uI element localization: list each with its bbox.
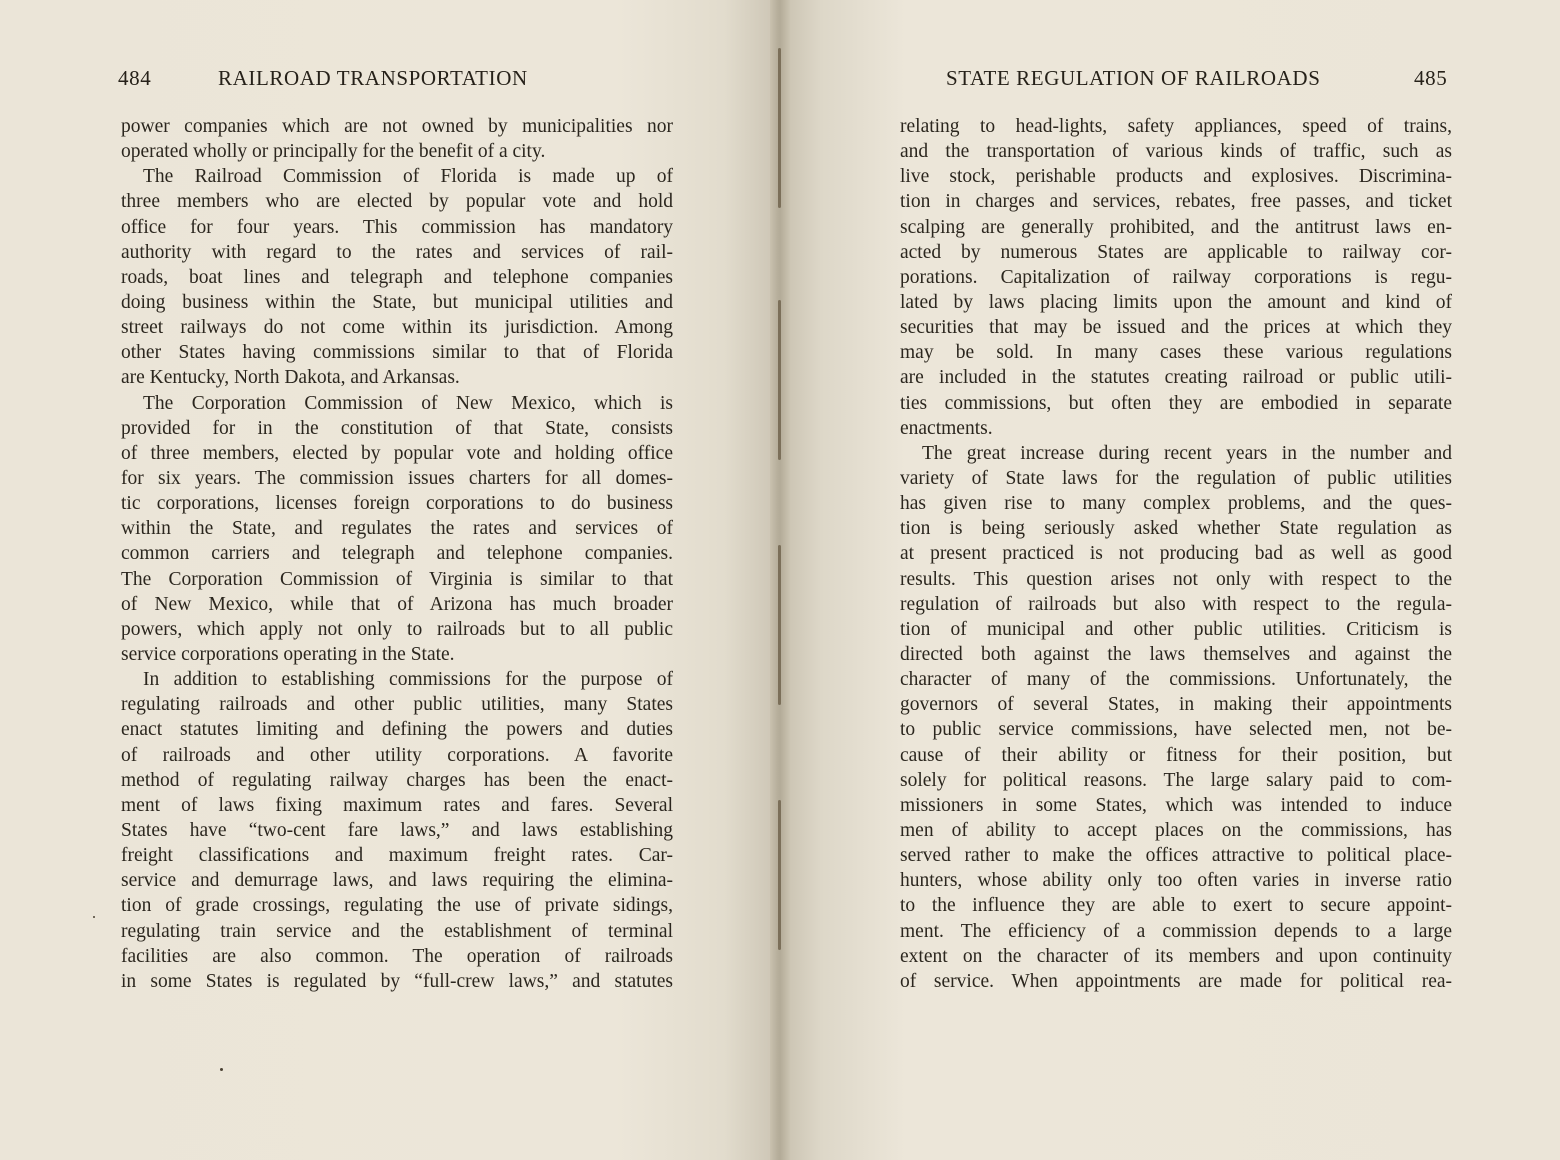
text-line: regulating railroads and other public utilities, many States [121,694,673,716]
paper-speck [93,916,95,918]
page-number: 484 [118,66,152,90]
text-line: common carriers and telegraph and telephone companies. [121,543,673,565]
binding-thread [778,545,781,705]
text-line: street railways do not come within its jurisdiction. Among [121,317,673,339]
text-line: ties commissions, but often they are embodied in separate [900,392,1452,414]
text-line: enact statutes limiting and defining the powers and duties [121,719,673,741]
text-line: other States having commissions similar to that of Florida [121,342,673,364]
text-line: within the State, and regulates the rates and services of [121,518,673,540]
text-line: of service. When appointments are made for political rea- [900,970,1452,992]
text-line: are included in the statutes creating railroad or public utili- [900,367,1452,389]
text-line: regulation of railroads but also with respect to the regula- [900,593,1452,615]
text-line: service and demurrage laws, and laws requiring the elimina- [121,870,673,892]
text-line: at present practiced is not producing bad as well as good [900,543,1452,565]
running-head-title: STATE REGULATION OF RAILROADS [946,66,1321,90]
text-line: in some States is regulated by “full-crew laws,” and statutes [121,970,673,992]
text-line: character of many of the commissions. Unfortunately, the [900,669,1452,691]
text-line: ment of laws fixing maximum rates and fares. Several [121,794,673,816]
text-line: of three members, elected by popular vote and holding office [121,442,673,464]
text-line: securities that may be issued and the prices at which they [900,317,1452,339]
text-line: doing business within the State, but municipal utilities and [121,291,673,313]
binding-thread [778,800,781,950]
text-line: The Corporation Commission of Virginia is similar to that [121,568,673,590]
text-line: tion of municipal and other public utilities. Criticism is [900,618,1452,640]
text-line: tion in charges and services, rebates, free passes, and ticket [900,191,1452,213]
text-line: States have “two-cent fare laws,” and laws establishing [121,819,673,841]
text-line: to public service commissions, have selected men, not be- [900,719,1452,741]
text-line: of railroads and other utility corporations. A favorite [121,744,673,766]
text-line: and the transportation of various kinds of traffic, such as [900,141,1452,163]
text-line: are Kentucky, North Dakota, and Arkansas. [121,367,460,389]
binding-thread [778,300,781,460]
running-head-title: RAILROAD TRANSPORTATION [218,66,528,90]
text-line: office for four years. This commission has mandatory [121,216,673,238]
text-line: tion is being seriously asked whether State regulation as [900,518,1452,540]
binding-thread [778,48,781,208]
text-line: porations. Capitalization of railway corporations is regu- [900,266,1452,288]
text-line: roads, boat lines and telegraph and telephone companies [121,266,673,288]
text-line: power companies which are not owned by municipalities nor [121,116,673,137]
page-number: 485 [1414,66,1448,90]
text-line: lated by laws placing limits upon the amount and kind of [900,291,1452,313]
left-page-body-text [121,114,673,994]
text-line: operated wholly or principally for the benefit of a city. [121,141,546,163]
text-line: results. This question arises not only with respect to the [900,568,1452,590]
text-line: hunters, whose ability only too often varies in inverse ratio [900,870,1452,892]
text-line: authority with regard to the rates and services of rail- [121,241,673,263]
text-line: The Railroad Commission of Florida is made up of [143,166,673,188]
text-line: scalping are generally prohibited, and the antitrust laws en- [900,216,1452,238]
text-line: variety of State laws for the regulation of public utilities [900,467,1452,489]
text-line: powers, which apply not only to railroads but to all public [121,618,673,640]
text-line: extent on the character of its members and upon continuity [900,945,1452,967]
text-line: freight classifications and maximum freight rates. Car- [121,845,673,867]
text-line: enactments. [900,417,993,439]
text-line: three members who are elected by popular vote and hold [121,191,673,213]
text-line: ment. The efficiency of a commission depends to a large [900,920,1452,942]
text-line: tion of grade crossings, regulating the use of private sidings, [121,895,673,917]
text-line: facilities are also common. The operation of railroads [121,945,673,967]
text-line: regulating train service and the establishment of terminal [121,920,673,942]
text-line: live stock, perishable products and explosives. Discrimina- [900,166,1452,188]
right-page-body-text [900,114,1452,994]
text-line: cause of their ability or fitness for their position, but [900,744,1452,766]
right-page [790,0,1560,1160]
text-line: to the influence they are able to exert to secure appoint- [900,895,1452,917]
text-line: method of regulating railway charges has been the enact- [121,769,673,791]
text-line: has given rise to many complex problems, and the ques- [900,493,1452,515]
text-line: In addition to establishing commissions for the purpose of [143,669,673,691]
text-line: governors of several States, in making their appointments [900,694,1452,716]
text-line: of New Mexico, while that of Arizona has much broader [121,593,673,615]
text-line: relating to head-lights, safety appliances, speed of trains, [900,116,1452,137]
text-line: missioners in some States, which was intended to induce [900,794,1452,816]
text-line: may be sold. In many cases these various regulations [900,342,1452,364]
text-line: men of ability to accept places on the commissions, has [900,819,1452,841]
text-line: directed both against the laws themselves and against the [900,643,1452,665]
text-line: for six years. The commission issues charters for all domes- [121,467,673,489]
paper-speck [220,1068,223,1071]
text-line: served rather to make the offices attractive to political place- [900,845,1452,867]
text-line: service corporations operating in the State. [121,643,455,665]
text-line: The great increase during recent years in the number and [922,442,1452,464]
text-line: provided for in the constitution of that State, consists [121,417,673,439]
text-line: acted by numerous States are applicable to railway cor- [900,241,1452,263]
text-line: The Corporation Commission of New Mexico, which is [143,392,673,414]
text-line: solely for political reasons. The large salary paid to com- [900,769,1452,791]
text-line: tic corporations, licenses foreign corporations to do business [121,493,673,515]
left-page [0,0,770,1160]
